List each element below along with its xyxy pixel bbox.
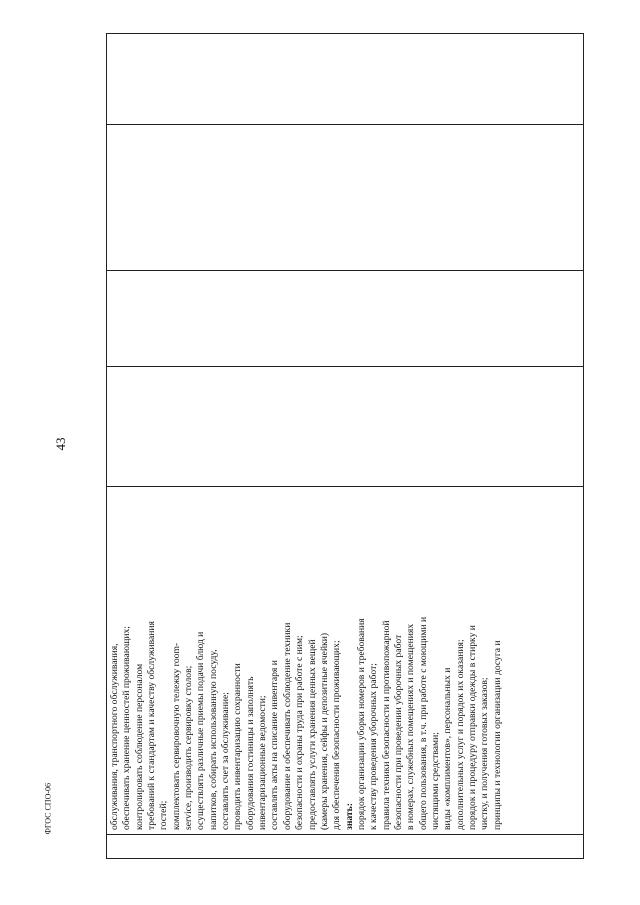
text-line: составлять акты на списание инвентаря и [269, 660, 281, 830]
text-line: составлять счет за обслуживание; [220, 692, 232, 830]
text-line: инвентаризационные ведомости; [257, 695, 269, 830]
table-cell-competencies [107, 33, 584, 124]
text-line: контролировать соблюдение персоналом [133, 663, 145, 830]
text-line: гостей; [158, 800, 170, 830]
text-line: предоставлять услуги хранения ценных вещей [306, 639, 318, 830]
text-line: порядок организации уборки номеров и требования [355, 618, 367, 830]
text-line: правила техники безопасности и противопожарной [380, 620, 392, 830]
competency-table [106, 33, 584, 859]
text-line: (камеры хранения, сейфы и депозитные ячейки) [318, 632, 330, 830]
table-cell-hours-class [107, 124, 584, 270]
table-cell-index [107, 834, 584, 858]
text-line: для обеспечения безопасности проживающих; [331, 640, 343, 830]
text-line: чистящими средствами; [429, 732, 441, 830]
text-line: осуществлять различные приемы подачи блюд и [195, 631, 207, 830]
document-footer-code: ФГОС СПО-06 [43, 782, 53, 835]
text-line: требований к стандартам и качеству обслуживания [146, 621, 158, 830]
text-line: комплектовать сервировочную тележку room- [170, 642, 182, 830]
text-line: обслуживания, транспортного обслуживания, [109, 643, 120, 830]
text-line: безопасности при проведении уборочных работ [392, 634, 404, 830]
text-line: напитков, собирать использованную посуду, [207, 649, 219, 830]
text-line: проводить инвентаризацию сохранности [232, 663, 244, 830]
text-line: чистку, и получения готовых заказов; [479, 677, 491, 830]
text-line: порядок и процедуру отправки одежды в стирку и [466, 625, 478, 830]
text-line: принципы и технологии организации досуга и [491, 640, 503, 830]
text-line: к качеству проведения уборочных работ; [368, 663, 380, 830]
text-line: дополнительных услуг и порядок их оказания; [454, 639, 466, 830]
table-cell-hours-max [107, 270, 584, 366]
text-line: безопасности и охраны труда при работе с ним; [294, 635, 306, 830]
table-row [107, 34, 584, 858]
table-cell-skills [107, 486, 584, 834]
text-line: общего пользования, в т.ч. при работе с моющими и [417, 616, 429, 830]
text-line: обеспечивать хранение ценностей проживающих; [121, 626, 133, 830]
text-line: оборудования гостиницы и заполнять [244, 676, 256, 830]
table-container [106, 33, 584, 859]
text-line: оборудование и обеспечивать соблюдение техники [281, 622, 293, 830]
text-line: service, производить сервировку столов; [183, 665, 195, 830]
text-line: в номерах, служебных помещениях и помещениях [405, 623, 417, 830]
page-number: 43 [53, 437, 68, 451]
table-cell-code [107, 366, 584, 486]
text-line: виды «комплиментов», персональных и [442, 667, 454, 830]
section-heading-know: знать: [343, 803, 355, 830]
